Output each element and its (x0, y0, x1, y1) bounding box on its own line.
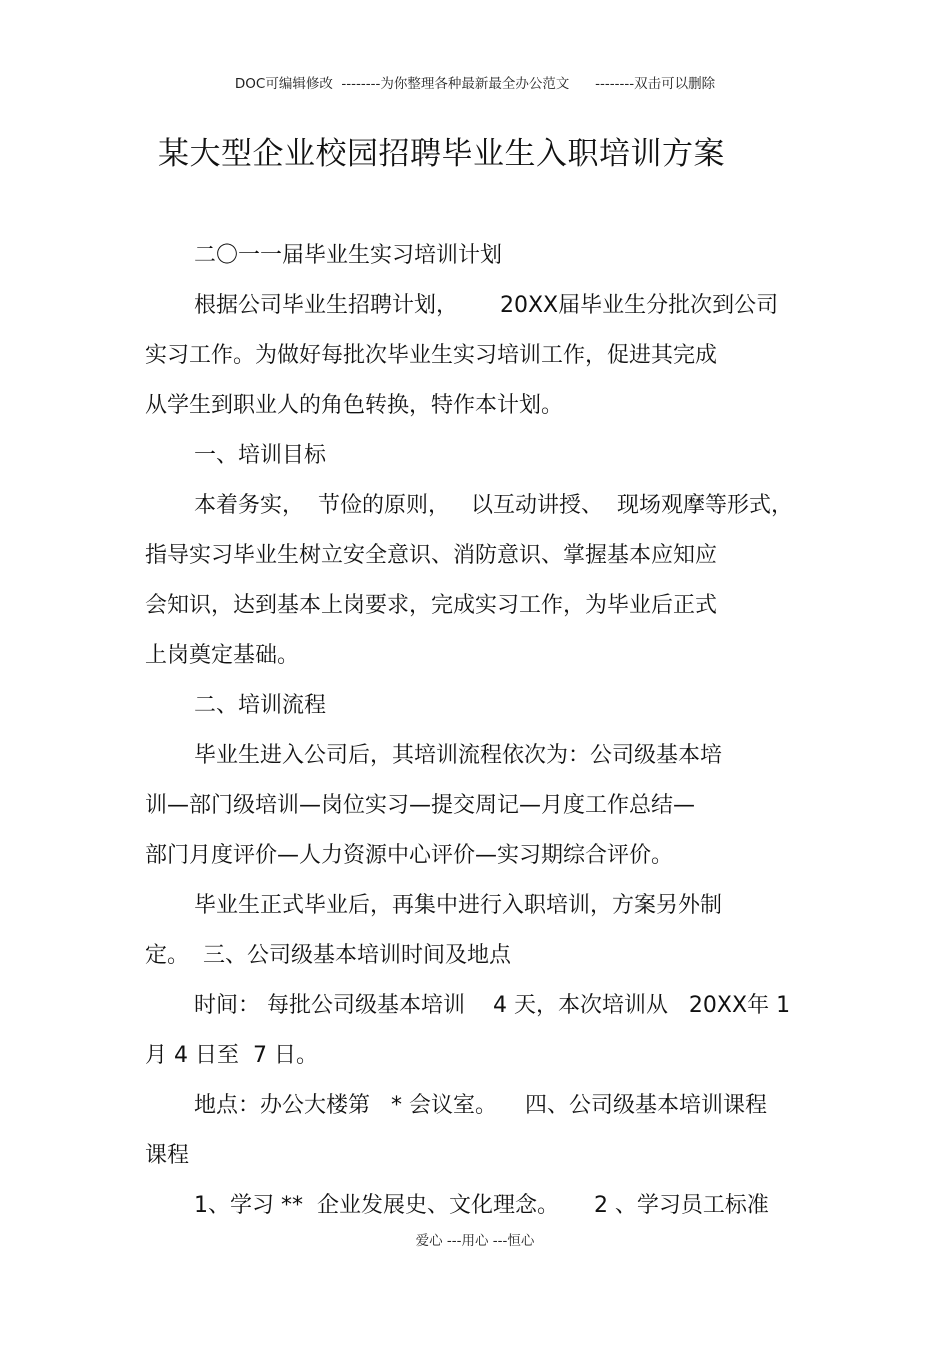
paragraph-line: 上岗奠定基础。 (145, 643, 300, 668)
paragraph-line: 月 4 日至 7 日。 (145, 1043, 318, 1068)
paragraph-line: 毕业生正式毕业后，再集中进行入职培训，方案另外制 (194, 893, 723, 918)
paragraph-line: 地点：办公大楼第 * 会议室。 四、公司级基本培训课程 (194, 1093, 767, 1118)
paragraph-line: 1、学习 ** 企业发展史、文化理念。 2 、学习员工标准 (194, 1193, 769, 1218)
paragraph-line: 会知识，达到基本上岗要求，完成实习工作，为毕业后正式 (145, 593, 718, 618)
paragraph-line: 指导实习毕业生树立安全意识、消防意识、掌握基本应知应 (145, 543, 718, 568)
page-footer: 爱心 ---用心 ---恒心 (415, 1233, 535, 1249)
document-title: 某大型企业校园招聘毕业生入职培训方案 (158, 136, 725, 172)
paragraph-line: 定。 三、公司级基本培训时间及地点 (145, 943, 511, 968)
section-heading: 二、培训流程 (194, 693, 327, 718)
section-heading: 一、培训目标 (194, 443, 327, 468)
page-header: DOC可编辑修改 --------为你整理各种最新最全办公范文 --------双击可以删除 (234, 76, 716, 92)
paragraph-line: 课程 (145, 1143, 190, 1168)
paragraph-line: 部门月度评价—人力资源中心评价—实习期综合评价。 (145, 843, 674, 868)
paragraph-line: 从学生到职业人的角色转换，特作本计划。 (145, 393, 564, 418)
paragraph-line: 根据公司毕业生招聘计划， 20XX届毕业生分批次到公司 (194, 293, 779, 318)
paragraph-line: 毕业生进入公司后，其培训流程依次为：公司级基本培 (194, 743, 723, 768)
paragraph-line: 实习工作。为做好每批次毕业生实习培训工作，促进其完成 (145, 343, 718, 368)
paragraph-line: 训—部门级培训—岗位实习—提交周记—月度工作总结— (145, 793, 696, 818)
paragraph-line: 时间： 每批公司级基本培训 4 天，本次培训从 20XX年 1 (194, 993, 791, 1018)
paragraph-line: 本着务实， 节俭的原则， 以互动讲授、 现场观摩等形式， (194, 493, 793, 518)
subtitle-line: 二〇一一届毕业生实习培训计划 (194, 243, 503, 268)
